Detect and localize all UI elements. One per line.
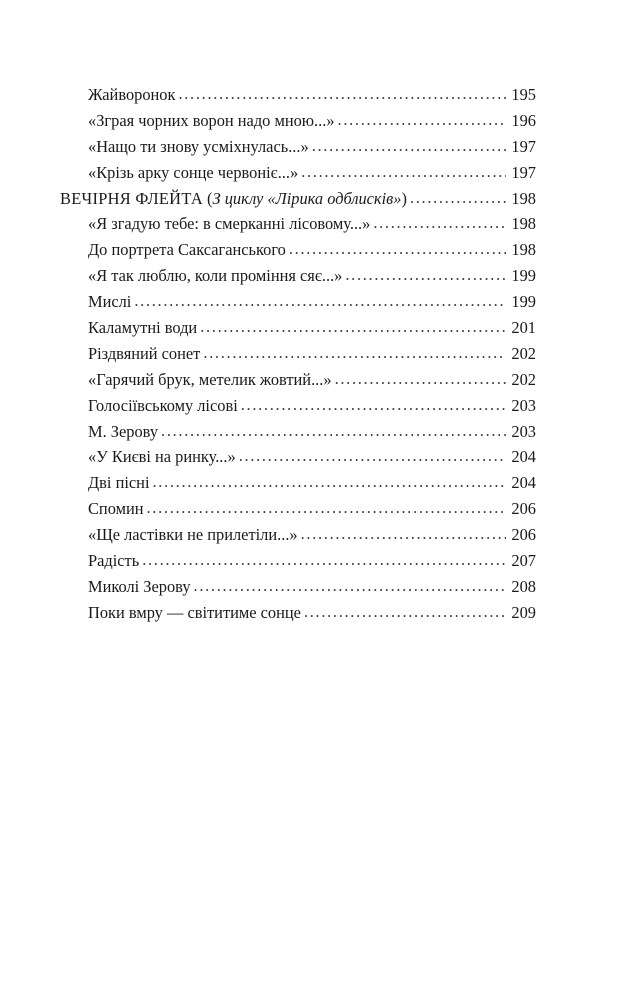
toc-section-title	[60, 186, 407, 212]
toc-entry-page: 206	[511, 525, 536, 545]
toc-entry-page: 206	[511, 499, 536, 519]
dot-leader	[335, 366, 506, 392]
toc-entry	[88, 82, 536, 108]
toc-entry-page: 203	[511, 421, 536, 441]
toc-entry-title: Голосіївському лісові	[88, 395, 238, 415]
toc-entry-title: Різдвяний сонет	[88, 343, 201, 363]
dot-leader	[312, 133, 506, 159]
toc-entry-page: 195	[511, 85, 536, 104]
toc-entry-title: «Гарячий брук, метелик жовтий...»	[88, 369, 332, 389]
toc-entry-title: Жайворонок	[88, 85, 176, 104]
toc-entry-page: 209	[511, 602, 536, 622]
toc-entry	[88, 522, 536, 548]
toc-entry	[88, 444, 536, 470]
toc-entry-page: 197	[511, 162, 536, 182]
toc-entry-page: 198	[511, 188, 536, 208]
toc-entry	[88, 496, 536, 522]
toc-entry	[88, 600, 536, 626]
toc-entry-title: «Я згадую тебе: в смерканні лісовому...»	[88, 214, 371, 234]
toc-entry	[88, 393, 536, 419]
toc-entry-title: «Нащо ти знову усміхнулась...»	[88, 136, 309, 156]
toc-entry	[88, 419, 536, 445]
toc-entry	[88, 470, 536, 496]
toc-section-entry	[60, 186, 536, 212]
toc-entry	[88, 211, 536, 237]
toc-entry-title: Мислі	[88, 292, 132, 312]
toc-entry-title: «Я так люблю, коли проміння сяє...»	[88, 266, 343, 286]
dot-leader	[194, 573, 506, 599]
dot-leader	[153, 469, 507, 495]
dot-leader	[134, 288, 506, 314]
toc-entry-page: 202	[511, 343, 536, 363]
toc-entry-page: 198	[511, 240, 536, 260]
toc-entry	[88, 160, 536, 186]
toc-entry-page: 202	[511, 369, 536, 389]
dot-leader	[304, 599, 506, 625]
dot-leader	[203, 340, 506, 366]
section-paren-open: (	[202, 188, 213, 208]
toc-entry-title: «Зграя чорних ворон надо мною...»	[88, 110, 335, 130]
toc-entry-title: М. Зерову	[88, 421, 159, 441]
dot-leader	[301, 159, 506, 185]
toc-entry-title: До портрета Саксаганського	[88, 240, 286, 260]
toc-entry	[88, 134, 536, 160]
toc-entry-title: Миколі Зерову	[88, 576, 191, 596]
toc-entry	[88, 367, 536, 393]
dot-leader	[289, 236, 506, 262]
dot-leader	[147, 495, 506, 521]
dot-leader	[241, 392, 506, 418]
toc-entry-title: Каламутні води	[88, 318, 198, 338]
toc-entry-page: 208	[511, 576, 536, 596]
toc-entry-page: 204	[511, 473, 536, 493]
toc-entry-page: 198	[511, 214, 536, 234]
toc-entry	[88, 108, 536, 134]
toc-entry-page: 199	[511, 292, 536, 312]
dot-leader	[338, 107, 506, 133]
dot-leader	[301, 521, 506, 547]
dot-leader	[410, 185, 506, 211]
section-paren-close: )	[401, 188, 407, 208]
toc-entry-title: «Крізь арку сонце червоніє...»	[88, 162, 299, 182]
toc-entry	[88, 263, 536, 289]
section-subtitle: З циклу «Лірика одблисків»	[212, 188, 402, 208]
toc-entry	[88, 289, 536, 315]
toc-entry-title: «Ще ластівки не прилетіли...»	[88, 525, 298, 545]
toc-entry-page: 201	[511, 318, 536, 338]
toc-entry-title: «У Києві на ринку...»	[88, 447, 236, 467]
toc-entry	[88, 548, 536, 574]
toc-entry	[88, 315, 536, 341]
dot-leader	[161, 418, 506, 444]
toc-entry-page: 199	[511, 266, 536, 286]
toc-entry-title: Спомин	[88, 499, 144, 519]
toc-entry-title: Дві пісні	[88, 473, 150, 493]
dot-leader	[239, 443, 506, 469]
dot-leader	[142, 547, 506, 573]
toc-entry-page: 207	[511, 551, 536, 571]
toc-entry-page: 204	[511, 447, 536, 467]
dot-leader	[373, 210, 506, 236]
toc-entry-title: Поки вмру — світитиме сонце	[88, 602, 301, 622]
table-of-contents	[60, 82, 536, 626]
toc-entry	[88, 574, 536, 600]
toc-entry-page: 196	[511, 110, 536, 130]
dot-leader	[345, 262, 506, 288]
section-title-caps: ВЕЧІРНЯ ФЛЕЙТА	[60, 188, 203, 208]
toc-entry	[88, 341, 536, 367]
toc-entry	[88, 237, 536, 263]
toc-entry-title: Радість	[88, 551, 140, 571]
dot-leader	[178, 81, 506, 107]
dot-leader	[200, 314, 506, 340]
toc-entry-page: 203	[511, 395, 536, 415]
toc-entry-page: 197	[511, 136, 536, 156]
